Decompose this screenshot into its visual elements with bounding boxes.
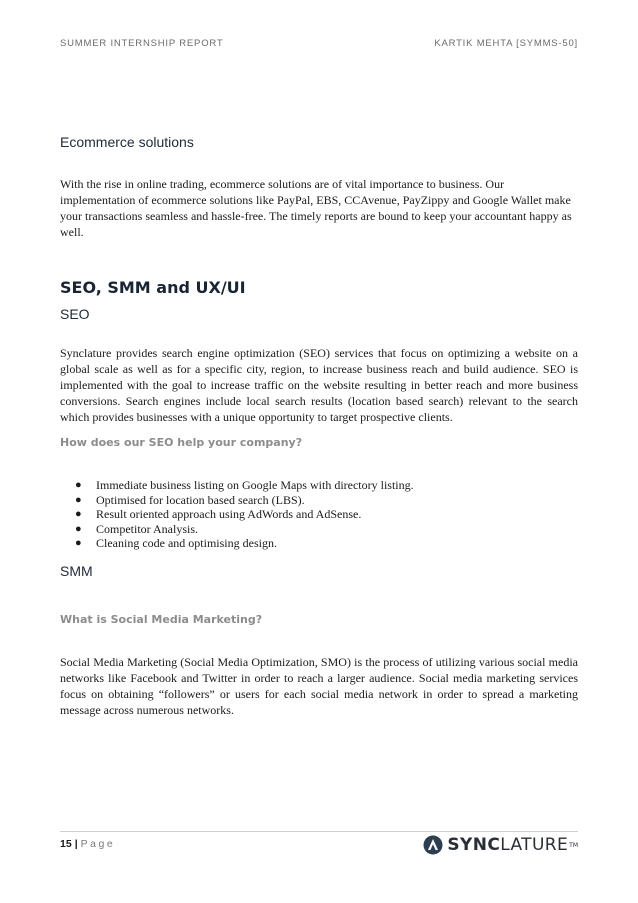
page-number-label	[60, 838, 115, 850]
bullet-icon: ●	[75, 479, 82, 491]
logo-wordmark: SYNCLATURE	[447, 835, 569, 855]
seo-smm-uxui-heading: SEO, SMM and UX/UI	[60, 278, 246, 297]
seo-question-block	[60, 436, 578, 449]
bullet-icon: ●	[75, 508, 82, 520]
seo-question-heading: How does our SEO help your company?	[60, 436, 303, 449]
synclature-logo-icon	[423, 835, 443, 855]
smm-question-block	[60, 613, 578, 626]
ecommerce-paragraph: With the rise in online trading, ecommerce solutions are of vital importance to business. Our implementation of ecommerce solutions like PayPal, EBS, CCAvenue, PayZippy and Google Wallet make your transactions seamless and hassle-free. The timely reports are bound to keep your accountant happy as well.	[60, 177, 572, 239]
smm-heading: SMM	[60, 563, 93, 579]
ecommerce-heading: Ecommerce solutions	[60, 134, 194, 150]
list-item: ● Immediate business listing on Google Maps with directory listing.	[75, 478, 414, 492]
smm-paragraph-block	[60, 654, 578, 718]
smm-question-heading: What is Social Media Marketing?	[60, 613, 263, 626]
seo-smm-uxui-section	[60, 278, 578, 297]
seo-benefits-list	[60, 478, 578, 551]
header-author: KARTIK MEHTA [SYMMS-50]	[434, 38, 578, 49]
smm-paragraph: Social Media Marketing (Social Media Optimization, SMO) is the process of utilizing various social media networks like Facebook and Twitter in order to reach a larger audience. Social media marketing services focus on obtaining “followers” or users for each social media network in order to spread a marketing message across numerous networks.	[60, 655, 578, 717]
page-word: Page	[80, 838, 116, 850]
list-item: ● Optimised for location based search (LBS).	[75, 492, 305, 507]
synclature-logo	[423, 834, 578, 856]
seo-paragraph: Synclature provides search engine optimization (SEO) services that focus on optimizing a website on a global scale as well as for a specific city, region, to increase business reach and build audience. SEO is implemented with the goal to increase traffic on the website resulting in better reach and more business conversions. Search engines include local search results (location based search) relevant to the search which provides businesses with a unique opportunity to target prospective clients.	[60, 346, 578, 424]
seo-heading: SEO	[60, 306, 90, 322]
ecommerce-section	[60, 134, 578, 150]
bullet-icon: ●	[75, 537, 82, 549]
list-item: ● Cleaning code and optimising design.	[75, 536, 277, 550]
page-number: 15	[60, 838, 72, 850]
ecommerce-paragraph-block	[60, 176, 578, 240]
list-item: ● Result oriented approach using AdWords and AdSense.	[75, 507, 362, 521]
header-report-title: SUMMER INTERNSHIP REPORT	[60, 38, 224, 49]
smm-subsection	[60, 563, 578, 579]
seo-paragraph-block	[60, 345, 578, 425]
logo-trademark: TM	[569, 841, 578, 849]
footer-divider	[60, 831, 578, 832]
seo-benefits-list-block	[60, 478, 578, 551]
bullet-icon: ●	[75, 493, 82, 506]
seo-subsection	[60, 306, 578, 322]
bullet-icon: ●	[75, 522, 82, 535]
list-item: ● Competitor Analysis.	[75, 521, 198, 536]
page-separator: |	[74, 838, 78, 850]
